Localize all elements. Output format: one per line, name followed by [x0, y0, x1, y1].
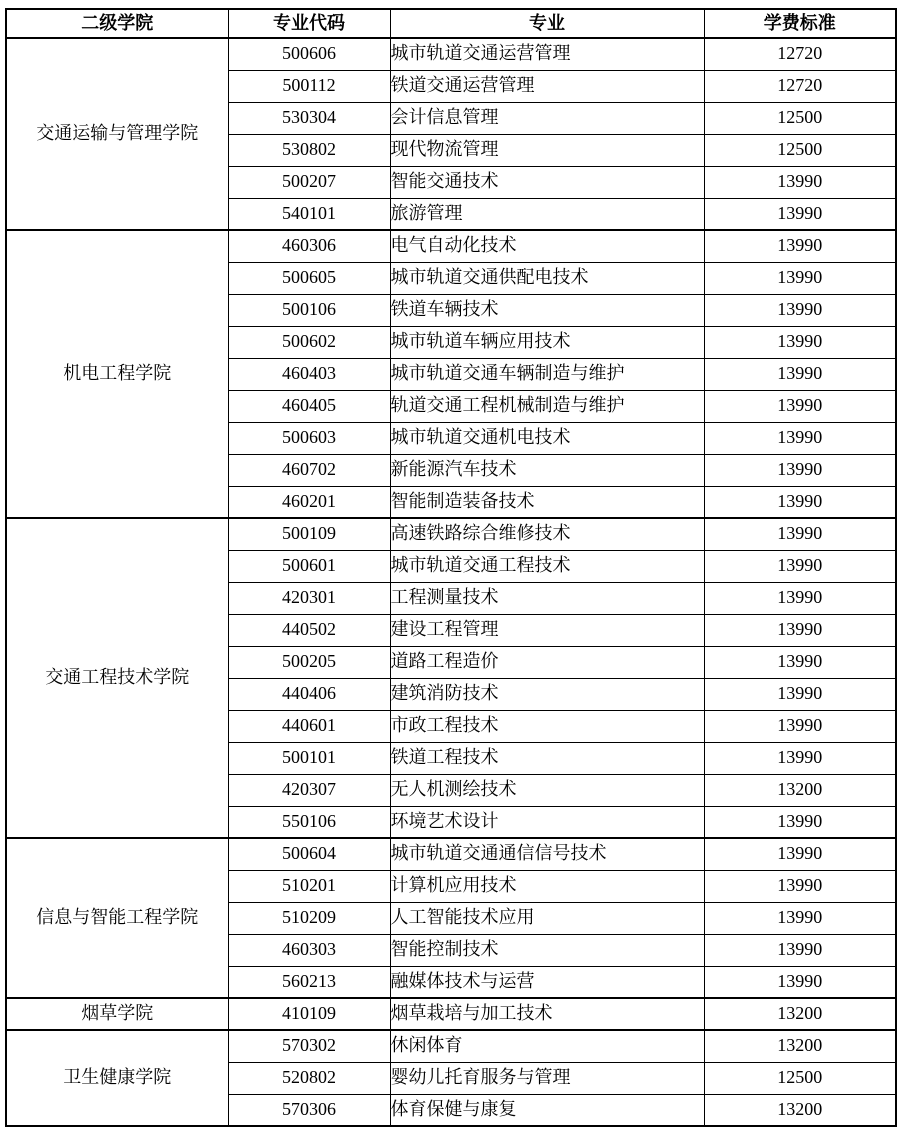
code-cell: 500605 [228, 262, 390, 294]
code-cell: 440502 [228, 614, 390, 646]
major-cell: 人工智能技术应用 [390, 902, 704, 934]
table-row [6, 518, 896, 550]
table-row [6, 38, 896, 70]
code-cell: 540101 [228, 198, 390, 230]
fee-cell: 13990 [704, 742, 896, 774]
major-cell: 会计信息管理 [390, 102, 704, 134]
code-cell: 500106 [228, 294, 390, 326]
major-cell: 轨道交通工程机械制造与维护 [390, 390, 704, 422]
major-cell: 道路工程造价 [390, 646, 704, 678]
major-cell: 城市轨道交通通信信号技术 [390, 838, 704, 870]
major-cell: 城市轨道交通机电技术 [390, 422, 704, 454]
fee-cell: 13990 [704, 358, 896, 390]
fee-cell: 13990 [704, 806, 896, 838]
fee-cell: 13990 [704, 550, 896, 582]
fee-cell: 13990 [704, 646, 896, 678]
code-cell: 410109 [228, 998, 390, 1030]
code-cell: 500109 [228, 518, 390, 550]
code-cell: 440406 [228, 678, 390, 710]
header-row [6, 9, 896, 38]
column-header-code: 专业代码 [228, 9, 390, 38]
code-cell: 500205 [228, 646, 390, 678]
code-cell: 510201 [228, 870, 390, 902]
code-cell: 500603 [228, 422, 390, 454]
code-cell: 460306 [228, 230, 390, 262]
fee-cell: 13990 [704, 230, 896, 262]
code-cell: 520802 [228, 1062, 390, 1094]
major-cell: 铁道车辆技术 [390, 294, 704, 326]
code-cell: 500112 [228, 70, 390, 102]
code-cell: 500207 [228, 166, 390, 198]
code-cell: 460303 [228, 934, 390, 966]
college-cell: 信息与智能工程学院 [6, 838, 228, 998]
code-cell: 530802 [228, 134, 390, 166]
major-cell: 婴幼儿托育服务与管理 [390, 1062, 704, 1094]
major-cell: 电气自动化技术 [390, 230, 704, 262]
fee-cell: 13990 [704, 902, 896, 934]
column-header-college: 二级学院 [6, 9, 228, 38]
fee-cell: 13990 [704, 870, 896, 902]
fee-cell: 13990 [704, 486, 896, 518]
major-cell: 体育保健与康复 [390, 1094, 704, 1126]
fee-cell: 12500 [704, 1062, 896, 1094]
major-cell: 休闲体育 [390, 1030, 704, 1062]
major-cell: 智能制造装备技术 [390, 486, 704, 518]
table-row [6, 998, 896, 1030]
code-cell: 570306 [228, 1094, 390, 1126]
code-cell: 460403 [228, 358, 390, 390]
fee-cell: 13990 [704, 390, 896, 422]
fee-cell: 13200 [704, 774, 896, 806]
table-row [6, 1030, 896, 1062]
fee-cell: 13990 [704, 582, 896, 614]
college-cell: 交通工程技术学院 [6, 518, 228, 838]
fee-cell: 13990 [704, 678, 896, 710]
major-cell: 融媒体技术与运营 [390, 966, 704, 998]
fee-cell: 13990 [704, 518, 896, 550]
college-cell: 烟草学院 [6, 998, 228, 1030]
code-cell: 440601 [228, 710, 390, 742]
code-cell: 500606 [228, 38, 390, 70]
major-cell: 现代物流管理 [390, 134, 704, 166]
fee-cell: 13990 [704, 966, 896, 998]
college-cell: 机电工程学院 [6, 230, 228, 518]
code-cell: 510209 [228, 902, 390, 934]
major-cell: 城市轨道交通车辆制造与维护 [390, 358, 704, 390]
fee-cell: 12720 [704, 70, 896, 102]
code-cell: 500602 [228, 326, 390, 358]
column-header-fee: 学费标准 [704, 9, 896, 38]
major-cell: 智能交通技术 [390, 166, 704, 198]
fee-cell: 12500 [704, 134, 896, 166]
code-cell: 500601 [228, 550, 390, 582]
major-cell: 建设工程管理 [390, 614, 704, 646]
major-cell: 城市轨道交通供配电技术 [390, 262, 704, 294]
fee-cell: 13990 [704, 838, 896, 870]
fee-cell: 13990 [704, 294, 896, 326]
fee-cell: 13990 [704, 934, 896, 966]
code-cell: 420301 [228, 582, 390, 614]
fee-cell: 12720 [704, 38, 896, 70]
fee-cell: 13990 [704, 262, 896, 294]
college-cell: 交通运输与管理学院 [6, 38, 228, 230]
fee-cell: 13200 [704, 1030, 896, 1062]
fee-cell: 13990 [704, 614, 896, 646]
major-cell: 工程测量技术 [390, 582, 704, 614]
major-cell: 高速铁路综合维修技术 [390, 518, 704, 550]
major-cell: 烟草栽培与加工技术 [390, 998, 704, 1030]
major-cell: 新能源汽车技术 [390, 454, 704, 486]
table-row [6, 838, 896, 870]
code-cell: 420307 [228, 774, 390, 806]
code-cell: 550106 [228, 806, 390, 838]
fee-cell: 13990 [704, 326, 896, 358]
major-cell: 环境艺术设计 [390, 806, 704, 838]
column-header-major: 专业 [390, 9, 704, 38]
major-cell: 旅游管理 [390, 198, 704, 230]
fee-cell: 13990 [704, 166, 896, 198]
code-cell: 570302 [228, 1030, 390, 1062]
major-cell: 建筑消防技术 [390, 678, 704, 710]
fee-cell: 13200 [704, 1094, 896, 1126]
fee-cell: 13990 [704, 710, 896, 742]
code-cell: 560213 [228, 966, 390, 998]
code-cell: 460405 [228, 390, 390, 422]
table-row [6, 230, 896, 262]
major-cell: 市政工程技术 [390, 710, 704, 742]
major-cell: 铁道工程技术 [390, 742, 704, 774]
tuition-table [5, 8, 897, 1127]
fee-cell: 13990 [704, 422, 896, 454]
major-cell: 城市轨道车辆应用技术 [390, 326, 704, 358]
major-cell: 智能控制技术 [390, 934, 704, 966]
college-cell: 卫生健康学院 [6, 1030, 228, 1126]
major-cell: 无人机测绘技术 [390, 774, 704, 806]
major-cell: 计算机应用技术 [390, 870, 704, 902]
code-cell: 500604 [228, 838, 390, 870]
fee-cell: 13990 [704, 454, 896, 486]
code-cell: 530304 [228, 102, 390, 134]
table-header [6, 9, 896, 38]
major-cell: 城市轨道交通运营管理 [390, 38, 704, 70]
code-cell: 460702 [228, 454, 390, 486]
fee-cell: 12500 [704, 102, 896, 134]
code-cell: 500101 [228, 742, 390, 774]
code-cell: 460201 [228, 486, 390, 518]
fee-cell: 13200 [704, 998, 896, 1030]
fee-cell: 13990 [704, 198, 896, 230]
major-cell: 城市轨道交通工程技术 [390, 550, 704, 582]
major-cell: 铁道交通运营管理 [390, 70, 704, 102]
table-body [6, 38, 896, 1126]
